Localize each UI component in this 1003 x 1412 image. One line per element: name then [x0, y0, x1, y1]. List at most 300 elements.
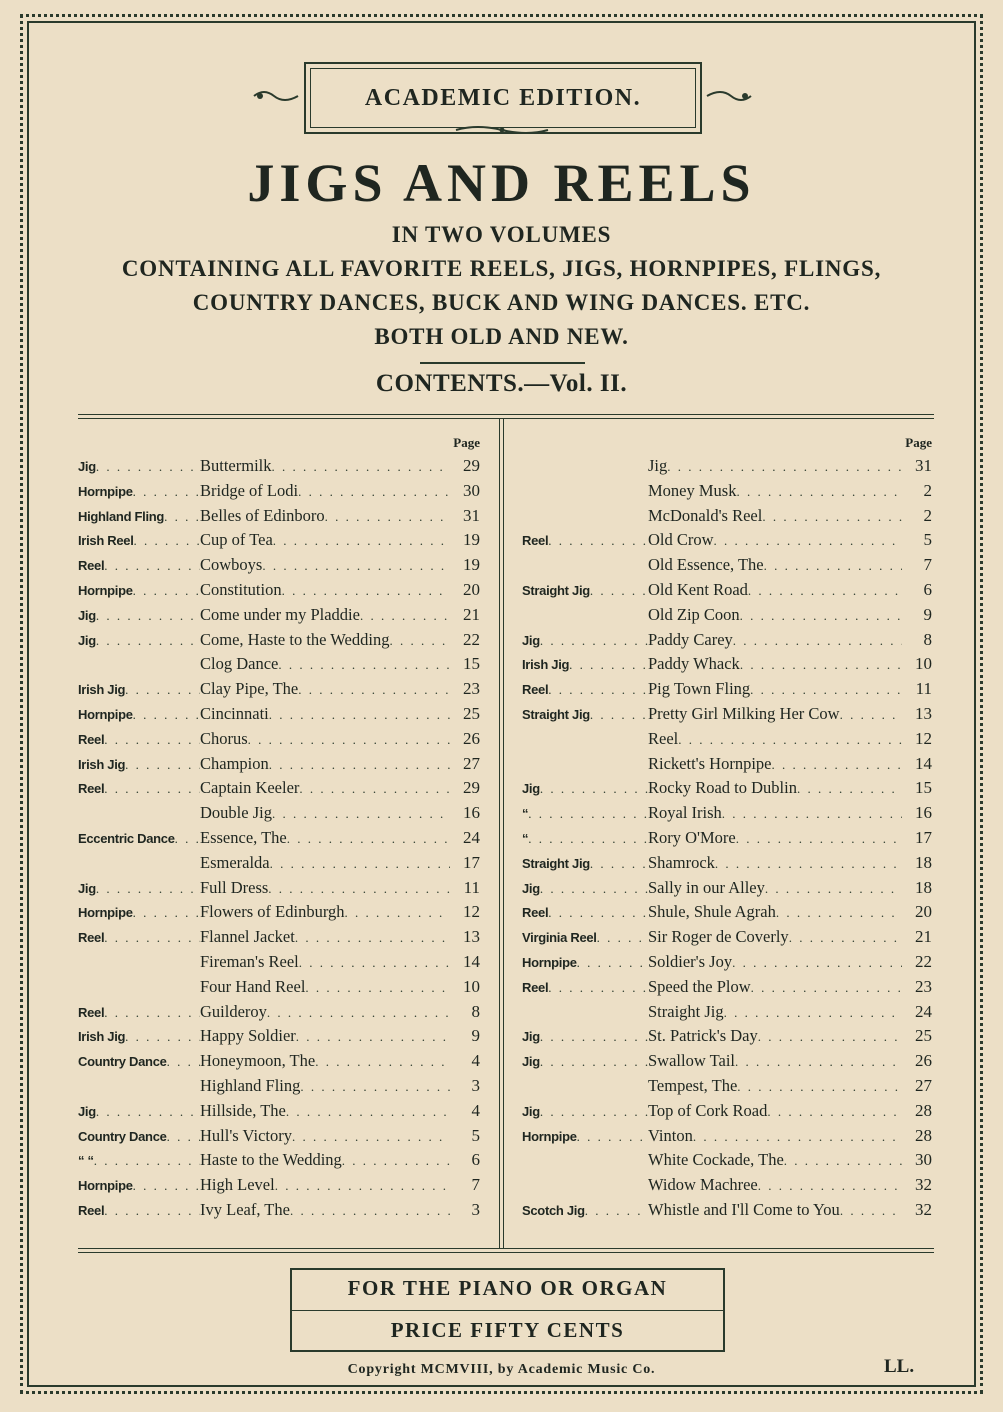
dance-category: Reel — [78, 731, 105, 747]
dot-leader — [267, 1001, 450, 1026]
page-number: 8 — [471, 1001, 480, 1021]
contents-row — [522, 578, 932, 603]
main-title: JIGS AND REELS — [247, 153, 756, 213]
tune-title: Honeymoon, The — [200, 1051, 316, 1071]
contents-row — [78, 1198, 480, 1223]
dot-leader — [269, 753, 450, 778]
dot-leader — [300, 1075, 450, 1100]
dance-category: Jig — [522, 632, 540, 648]
dot-leader — [104, 728, 200, 753]
tune-title: Come under my Pladdie — [200, 604, 360, 624]
volumes-line: IN TWO VOLUMES — [391, 222, 612, 247]
page-number: 26 — [463, 728, 480, 748]
contents-row — [78, 1148, 480, 1173]
tune-title: Fireman's Reel — [200, 951, 299, 971]
page-number: 29 — [463, 456, 480, 475]
contents-row — [78, 900, 480, 925]
tune-title: Jig — [648, 456, 668, 475]
contents-row — [522, 776, 932, 801]
dot-leader — [134, 529, 200, 554]
category-slot — [78, 877, 200, 902]
dot-leader — [104, 554, 200, 579]
edition-label: ACADEMIC EDITION. — [364, 84, 642, 111]
dot-leader — [776, 901, 902, 926]
category-slot — [522, 901, 648, 926]
dot-leader — [315, 1050, 450, 1075]
contents-row — [522, 975, 932, 1000]
tune-title: Chorus — [200, 728, 248, 748]
tune-title: Rickett's Hornpipe — [648, 753, 772, 773]
category-slot — [522, 1199, 648, 1224]
tune-title: Constitution — [200, 579, 282, 599]
dance-category: Scotch Jig — [522, 1202, 585, 1218]
category-slot — [522, 629, 648, 654]
tune-title: Straight Jig — [648, 1001, 724, 1021]
category-slot — [78, 1100, 200, 1125]
page-number: 17 — [915, 827, 932, 847]
tune-title: Happy Soldier — [200, 1026, 296, 1046]
category-slot — [522, 802, 648, 827]
tune-title: Hull's Victory — [200, 1125, 292, 1145]
dance-category: Irish Jig — [78, 682, 126, 698]
dance-category: Jig — [78, 632, 96, 648]
contents-row — [78, 479, 480, 504]
tune-title: Hillside, The — [200, 1100, 286, 1120]
category-slot — [78, 678, 200, 703]
contents-row — [78, 1049, 480, 1074]
price-box-divider — [292, 1310, 723, 1311]
tune-title: Vinton — [648, 1125, 693, 1145]
dot-leader — [248, 728, 450, 753]
contents-heading: CONTENTS.—Vol. II. — [375, 370, 628, 397]
contents-row — [78, 578, 480, 603]
page-number: 10 — [463, 976, 480, 996]
dot-leader — [96, 1100, 200, 1125]
dance-category: Irish Jig — [522, 657, 570, 673]
dot-leader — [548, 529, 648, 554]
contents-row — [78, 925, 480, 950]
dot-leader — [764, 554, 902, 579]
dot-leader — [528, 802, 648, 827]
tune-title: Reel — [648, 728, 679, 748]
tune-title: Cincinnati — [200, 703, 269, 723]
dance-category: Hornpipe — [522, 954, 577, 970]
dot-leader — [269, 703, 450, 728]
contents-row — [522, 801, 932, 826]
dot-leader — [767, 1100, 902, 1125]
dot-leader — [175, 827, 200, 852]
tune-title: Widow Machree — [648, 1175, 758, 1195]
contents-row — [78, 752, 480, 777]
contents-row — [78, 1173, 480, 1198]
page-number: 30 — [915, 1150, 932, 1170]
page-number: 23 — [915, 976, 932, 996]
page-number: 6 — [923, 579, 932, 599]
dot-leader — [789, 926, 902, 951]
category-slot — [78, 1174, 200, 1199]
dot-leader — [305, 976, 450, 1001]
title-divider — [420, 362, 585, 364]
dot-leader — [268, 877, 450, 902]
dot-leader — [740, 653, 902, 678]
dot-leader — [737, 1075, 902, 1100]
category-slot — [522, 1100, 648, 1125]
tune-title: Old Essence, The — [648, 555, 764, 575]
contents-row — [522, 950, 932, 975]
dot-leader — [94, 1149, 200, 1174]
contents-row — [78, 1124, 480, 1149]
dot-leader — [96, 604, 200, 629]
contents-row — [522, 677, 932, 702]
dot-leader — [389, 629, 450, 654]
contents-row — [78, 652, 480, 677]
dot-leader — [96, 629, 200, 654]
dance-category: Straight Jig — [522, 582, 590, 598]
page-number: 16 — [915, 803, 932, 823]
dot-leader — [590, 579, 648, 604]
contents-row — [78, 950, 480, 975]
page-number: 7 — [923, 555, 932, 575]
dot-leader — [748, 579, 902, 604]
page-number: 5 — [471, 1125, 480, 1145]
dance-category: Hornpipe — [78, 483, 133, 499]
dot-leader — [540, 777, 648, 802]
dance-category: “ — [522, 830, 529, 846]
dot-leader — [577, 1125, 648, 1150]
description-line-1: CONTAINING ALL FAVORITE REELS, JIGS, HORNPIPES, FLINGS, — [121, 256, 882, 281]
contents-row — [522, 727, 932, 752]
tune-title: Sir Roger de Coverly — [648, 927, 789, 947]
bottom-flourish-icon — [452, 122, 552, 138]
dance-category: Hornpipe — [78, 1178, 133, 1194]
tune-title: Captain Keeler — [200, 778, 300, 798]
dot-leader — [548, 901, 648, 926]
category-slot — [522, 1125, 648, 1150]
contents-row — [78, 727, 480, 752]
category-slot — [78, 926, 200, 951]
dot-leader — [104, 926, 200, 951]
right-flourish-icon — [705, 86, 753, 106]
category-slot — [78, 901, 200, 926]
contents-row — [522, 851, 932, 876]
dance-category: Jig — [522, 1054, 540, 1070]
dot-leader — [360, 604, 450, 629]
contents-row — [522, 876, 932, 901]
dot-leader — [272, 455, 451, 480]
page-number: 29 — [463, 778, 480, 798]
dance-category: Reel — [78, 1004, 105, 1020]
contents-row — [78, 454, 480, 479]
dot-leader — [167, 1125, 200, 1150]
page-number: 6 — [471, 1150, 480, 1170]
page-number: 12 — [463, 902, 480, 922]
tune-title: Rocky Road to Dublin — [648, 778, 797, 798]
page-number: 18 — [915, 852, 932, 872]
tune-title: McDonald's Reel — [648, 505, 763, 525]
page-number: 18 — [915, 877, 932, 897]
contents-row — [78, 528, 480, 553]
tune-title: High Level — [200, 1175, 275, 1195]
dot-leader — [133, 703, 200, 728]
dot-leader — [750, 678, 902, 703]
page-number: 15 — [915, 778, 932, 798]
dance-category: Jig — [78, 880, 96, 896]
contents-row — [522, 752, 932, 777]
contents-column-right — [522, 432, 932, 1223]
category-slot — [78, 505, 200, 530]
page-number: 9 — [471, 1026, 480, 1046]
dot-leader — [104, 777, 200, 802]
category-slot — [78, 579, 200, 604]
dot-leader — [548, 976, 648, 1001]
dot-leader — [528, 827, 648, 852]
page-number: 2 — [923, 505, 932, 525]
dance-category: Reel — [78, 558, 105, 574]
contents-bottom-rule — [78, 1248, 934, 1253]
page-number: 8 — [923, 629, 932, 649]
category-slot — [78, 604, 200, 629]
page-number: 7 — [471, 1175, 480, 1195]
page-number: 13 — [463, 927, 480, 947]
tune-title: Old Kent Road — [648, 579, 748, 599]
tune-title: Buttermilk — [200, 456, 272, 475]
dance-category: Country Dance — [78, 1054, 167, 1070]
dot-leader — [164, 505, 200, 530]
page-number: 20 — [463, 579, 480, 599]
tune-title: Haste to the Wedding — [200, 1150, 342, 1170]
tune-title: Double Jig — [200, 803, 272, 823]
tune-title: Clay Pipe, The — [200, 679, 299, 699]
page-number: 16 — [463, 803, 480, 823]
contents-row — [78, 876, 480, 901]
left-flourish-icon — [252, 86, 300, 106]
dot-leader — [678, 728, 902, 753]
category-slot — [522, 703, 648, 728]
contents-row — [522, 603, 932, 628]
category-slot — [78, 1050, 200, 1075]
tune-title: Royal Irish — [648, 803, 722, 823]
contents-row — [78, 1099, 480, 1124]
page-number: 11 — [915, 679, 932, 699]
contents-row — [78, 1024, 480, 1049]
dance-category: Hornpipe — [78, 905, 133, 921]
tune-title: Money Musk — [648, 480, 737, 500]
page-number: 3 — [471, 1075, 480, 1095]
tune-title: Old Crow — [648, 530, 714, 550]
dot-leader — [287, 827, 450, 852]
category-slot — [78, 1149, 200, 1174]
dance-category: Jig — [522, 781, 540, 797]
contents-top-rule — [78, 414, 934, 419]
page-number: 21 — [915, 927, 932, 947]
dot-leader — [298, 678, 450, 703]
category-slot — [522, 1025, 648, 1050]
dot-leader — [693, 1125, 902, 1150]
dot-leader — [540, 629, 648, 654]
tune-title: Pretty Girl Milking Her Cow — [648, 703, 840, 723]
dot-leader — [104, 1001, 200, 1026]
dot-leader — [732, 951, 902, 976]
category-slot — [522, 678, 648, 703]
description-line-3: BOTH OLD AND NEW. — [374, 324, 629, 349]
dot-leader — [342, 1149, 450, 1174]
contents-row — [522, 1074, 932, 1099]
dot-leader — [772, 753, 903, 778]
contents-row — [522, 1000, 932, 1025]
column-divider — [499, 418, 504, 1248]
category-slot — [522, 1050, 648, 1075]
page-number: 28 — [915, 1125, 932, 1145]
contents-row — [78, 603, 480, 628]
page-number: 31 — [915, 456, 932, 475]
category-slot — [78, 728, 200, 753]
dot-leader — [715, 852, 902, 877]
tune-title: Come, Haste to the Wedding — [200, 629, 390, 649]
dot-leader — [262, 554, 450, 579]
dot-leader — [345, 901, 450, 926]
contents-row — [78, 504, 480, 529]
tune-title: Flannel Jacket — [200, 927, 295, 947]
contents-row — [522, 553, 932, 578]
tune-title: Swallow Tail — [648, 1051, 735, 1071]
dance-category: Eccentric Dance — [78, 830, 175, 846]
contents-row — [522, 528, 932, 553]
dot-leader — [758, 1025, 902, 1050]
dot-leader — [590, 852, 648, 877]
tune-title: Esmeralda — [200, 852, 270, 872]
tune-title: Rory O'More — [648, 827, 736, 847]
dot-leader — [548, 678, 648, 703]
dance-category: Highland Fling — [78, 508, 165, 524]
dot-leader — [292, 1125, 450, 1150]
dance-category: Reel — [78, 930, 105, 946]
dot-leader — [96, 455, 200, 480]
category-slot — [78, 1199, 200, 1224]
page-number: 22 — [915, 951, 932, 971]
dance-category: Jig — [78, 607, 96, 623]
category-slot — [522, 926, 648, 951]
dot-leader — [299, 777, 450, 802]
tune-title: Full Dress — [200, 877, 269, 897]
dot-leader — [104, 1199, 200, 1224]
dot-leader — [278, 653, 450, 678]
category-slot — [522, 852, 648, 877]
dance-category: Jig — [78, 459, 96, 474]
dot-leader — [577, 951, 648, 976]
dot-leader — [133, 901, 200, 926]
page-number: 28 — [915, 1100, 932, 1120]
contents-row — [522, 925, 932, 950]
tune-title: Paddy Carey — [648, 629, 733, 649]
dance-category: Irish Reel — [78, 533, 134, 549]
category-slot — [522, 827, 648, 852]
contents-row — [522, 1173, 932, 1198]
dance-category: Reel — [522, 979, 549, 995]
page-number: 19 — [463, 530, 480, 550]
edition-box-inner — [310, 68, 696, 128]
dot-leader — [722, 802, 902, 827]
dot-leader — [282, 579, 450, 604]
contents-row — [78, 826, 480, 851]
category-slot — [78, 753, 200, 778]
dance-category: Reel — [522, 533, 549, 549]
dot-leader — [733, 629, 902, 654]
dance-category: Reel — [522, 682, 549, 698]
dot-leader — [784, 1149, 902, 1174]
dot-leader — [735, 1050, 902, 1075]
category-slot — [78, 1025, 200, 1050]
dot-leader — [295, 926, 450, 951]
page-number: 14 — [915, 753, 932, 773]
dance-category: Virginia Reel — [522, 930, 597, 946]
dance-category: “ “ — [78, 1153, 94, 1169]
page-number: 24 — [463, 827, 480, 847]
page-column-header: Page — [453, 435, 480, 450]
contents-row — [522, 1198, 932, 1223]
page-number: 30 — [463, 480, 480, 500]
contents-row — [78, 851, 480, 876]
tune-title: Cowboys — [200, 555, 263, 575]
contents-row — [522, 1124, 932, 1149]
page-number: 14 — [463, 951, 480, 971]
tune-title: Old Zip Coon — [648, 604, 740, 624]
dot-leader — [751, 976, 902, 1001]
contents-row — [78, 702, 480, 727]
price-line: PRICE FIFTY CENTS — [390, 1318, 625, 1342]
page-number: 23 — [463, 679, 480, 699]
page-number: 9 — [923, 604, 932, 624]
dance-category: Jig — [522, 1029, 540, 1045]
dance-category: Straight Jig — [522, 855, 590, 871]
page-number: 15 — [463, 654, 480, 674]
dot-leader — [540, 1100, 648, 1125]
page-number: 32 — [915, 1175, 932, 1195]
dance-category: Irish Jig — [78, 756, 126, 772]
page-number: 25 — [463, 703, 480, 723]
category-slot — [78, 480, 200, 505]
category-slot — [78, 529, 200, 554]
dot-leader — [590, 703, 648, 728]
category-slot — [522, 653, 648, 678]
tune-title: St. Patrick's Day — [648, 1026, 758, 1046]
tune-title: Top of Cork Road — [648, 1100, 768, 1120]
dance-category: Irish Jig — [78, 1029, 126, 1045]
page-number: 17 — [463, 852, 480, 872]
category-slot — [522, 951, 648, 976]
page-column-header: Page — [905, 435, 932, 450]
dot-leader — [133, 480, 200, 505]
tune-title: Soldier's Joy — [648, 951, 733, 971]
dance-category: Country Dance — [78, 1128, 167, 1144]
category-slot — [78, 455, 200, 480]
page-number: 31 — [463, 505, 480, 525]
dance-category: Jig — [78, 1103, 96, 1119]
tune-title: Sally in our Alley — [648, 877, 765, 897]
dot-leader — [298, 480, 450, 505]
tune-title: Belles of Edinboro — [200, 505, 325, 525]
contents-row — [522, 1049, 932, 1074]
page-number: 13 — [915, 703, 932, 723]
tune-title: Shamrock — [648, 852, 715, 872]
dot-leader — [296, 1025, 450, 1050]
dot-leader — [797, 777, 902, 802]
page-number: 22 — [463, 629, 480, 649]
dance-category: Straight Jig — [522, 706, 590, 722]
page-number: 21 — [463, 604, 480, 624]
page-number: 12 — [915, 728, 932, 748]
page-number: 19 — [463, 555, 480, 575]
dot-leader — [740, 604, 902, 629]
